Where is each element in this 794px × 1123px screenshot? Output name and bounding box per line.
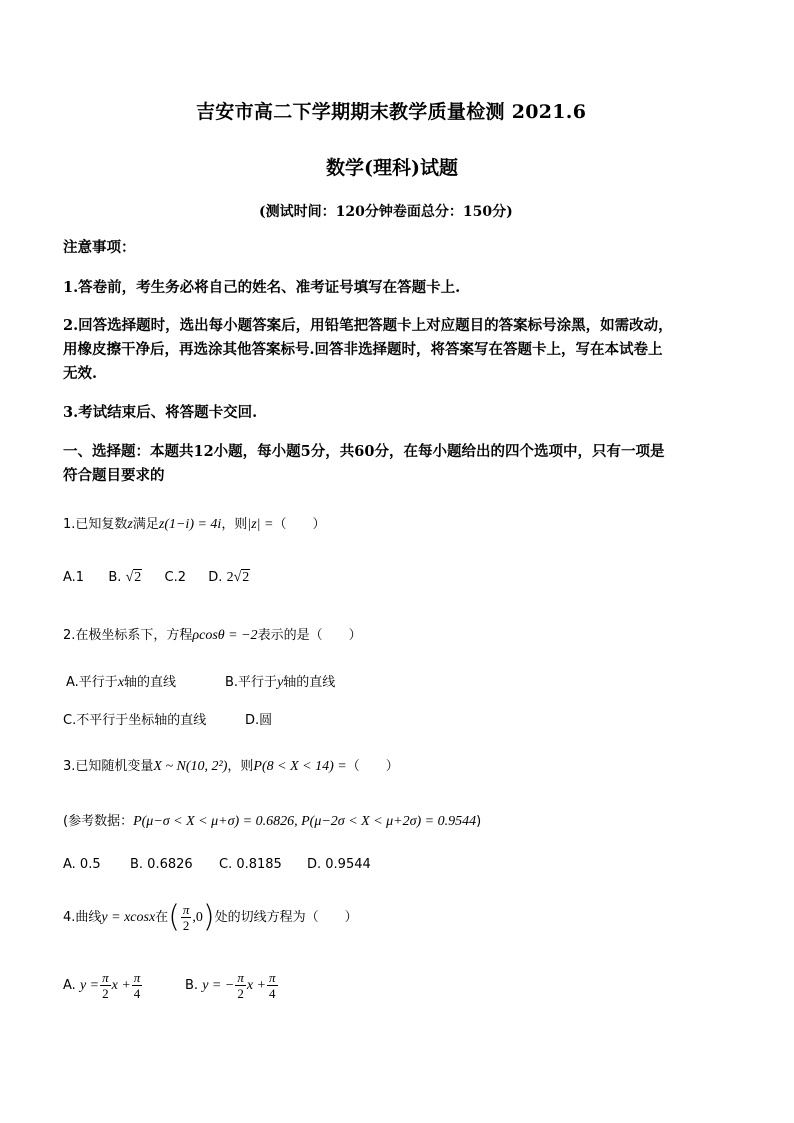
fraction-denominator: 2 xyxy=(102,986,109,1001)
q2-text: 2.在极坐标系下，方程 xyxy=(63,628,193,643)
q1-options xyxy=(63,569,250,586)
q4-option-b-mid: x + xyxy=(246,978,266,993)
fraction-numerator: π xyxy=(182,902,190,917)
fraction-denominator: 2 xyxy=(237,986,244,1001)
q3-distribution: X ~ N(10, 2²) xyxy=(153,759,228,774)
fraction-numerator: π xyxy=(237,970,244,985)
q3-blank: （ ） xyxy=(346,759,399,774)
q2-option-b-text: B.平行于 xyxy=(225,675,278,690)
q3-reference-label: (参考数据： xyxy=(63,814,134,829)
q1-option-d-coef: 2 xyxy=(226,570,234,585)
q1-blank: （ ） xyxy=(273,517,326,532)
q2-equation: ρcosθ = −2 xyxy=(192,628,258,643)
q2-option-a xyxy=(66,671,176,691)
right-paren: ) xyxy=(202,899,215,935)
q4-option-a xyxy=(63,970,143,1001)
question-1 xyxy=(63,513,325,533)
q3-probability: P(8 < X < 14) = xyxy=(253,759,347,774)
q1-equation: z(1−i) = 4i xyxy=(158,517,222,532)
q3-option-a: A. 0.5 xyxy=(63,857,101,872)
q2-option-b-var: y xyxy=(277,675,284,690)
q4-point-x xyxy=(181,902,192,933)
fraction-denominator: 4 xyxy=(133,986,141,1001)
q4-option-a-label: A. xyxy=(63,978,76,993)
q1-text: 满足 xyxy=(132,517,159,532)
q3-option-c: C. 0.8185 xyxy=(219,857,282,872)
q2-option-c: C.不平行于坐标轴的直线 xyxy=(63,713,207,728)
q4-text: 在 xyxy=(155,910,169,925)
q1-option-a: A.1 xyxy=(63,570,85,585)
exam-subtitle: 数学(理科)试题 xyxy=(326,157,458,179)
q2-option-b-text: 轴的直线 xyxy=(283,675,336,690)
notice-item: 2.回答选择题时，选出每小题答案后，用铅笔把答题卡上对应题目的答案标号涂黑，如需改动， xyxy=(63,317,673,334)
fraction-numerator: π xyxy=(133,970,141,985)
q4-option-a-lhs: y = xyxy=(79,978,100,993)
q4-option-a-mid: x + xyxy=(111,978,131,993)
q3-text: ，则 xyxy=(227,759,254,774)
q1-option-c: C.2 xyxy=(164,570,187,585)
q4-option-b-label: B. xyxy=(185,978,199,993)
fraction-denominator: 4 xyxy=(269,986,276,1001)
q4-curve: y = xcosx xyxy=(101,910,156,925)
q4-option-b-lhs: y = − xyxy=(202,978,235,993)
fraction-numerator: π xyxy=(102,970,109,985)
q1-option-b: B. xyxy=(108,570,122,585)
q1-option-d: D. xyxy=(208,570,223,585)
sqrt-symbol: √ 2 xyxy=(233,570,250,585)
q3-reference xyxy=(63,810,481,830)
question-3 xyxy=(63,755,399,775)
q2-option-a-var: x xyxy=(117,675,125,690)
q4-option-b xyxy=(185,970,279,1001)
question-4 xyxy=(63,899,358,935)
left-paren: ( xyxy=(168,899,180,935)
notice-item: 用橡皮擦干净后，再选涂其他答案标号.回答非选择题时，将答案写在答题卡上，写在本试卷上 xyxy=(63,341,663,358)
q4-text: 4.曲线 xyxy=(63,910,102,925)
q2-text: 表示的是（ ） xyxy=(257,628,362,643)
q2-option-a-text: A.平行于 xyxy=(66,675,118,690)
fraction-numerator: π xyxy=(269,970,276,985)
q1-text: 1.已知复数 xyxy=(63,517,128,532)
q2-option-d: D.圆 xyxy=(245,713,273,728)
section-heading-cont: 符合题目要求的 xyxy=(63,467,165,484)
q3-reference-data: P(μ−σ < X < μ+σ) = 0.6826, P(μ−2σ < X < μ+2σ) = 0.9544 xyxy=(133,814,477,829)
q1-var: z xyxy=(127,517,133,532)
q4-text: 处的切线方程为（ ） xyxy=(214,910,358,925)
notice-heading: 注意事项： xyxy=(63,239,136,256)
exam-title: 吉安市高二下学期期末教学质量检测 2021.6 xyxy=(196,101,587,123)
q1-modulus: |z| = xyxy=(247,517,274,532)
section-heading: 一、选择题：本题共12小题，每小题5分，共60分，在每小题给出的四个选项中，只有一项是 xyxy=(63,443,665,460)
sqrt-symbol: √ 2 xyxy=(125,570,142,585)
q2-option-b xyxy=(225,671,335,691)
q1-option-b-radicand: 2 xyxy=(134,570,142,585)
fraction-denominator: 2 xyxy=(182,918,190,933)
q3-text: 3.已知随机变量 xyxy=(63,759,154,774)
q2-option-a-text: 轴的直线 xyxy=(124,675,177,690)
notice-item: 1.答卷前，考生务必将自己的姓名、准考证号填写在答题卡上. xyxy=(63,279,461,296)
q3-option-b: B. 0.6826 xyxy=(130,857,193,872)
q3-reference-end: ) xyxy=(476,814,482,829)
q4-point-y: ,0 xyxy=(192,910,203,925)
question-2 xyxy=(63,624,362,644)
fraction xyxy=(132,970,143,1001)
fraction xyxy=(235,970,246,1001)
exam-meta: (测试时间：120分钟卷面总分：150分) xyxy=(259,204,513,220)
q1-option-d-radicand: 2 xyxy=(242,570,250,585)
q3-option-d: D. 0.9544 xyxy=(307,857,371,872)
q1-text: ，则 xyxy=(221,517,248,532)
notice-item: 无效. xyxy=(63,365,98,382)
fraction xyxy=(100,970,111,1001)
fraction xyxy=(267,970,278,1001)
notice-item: 3.考试结束后、将答题卡交回. xyxy=(63,404,258,421)
